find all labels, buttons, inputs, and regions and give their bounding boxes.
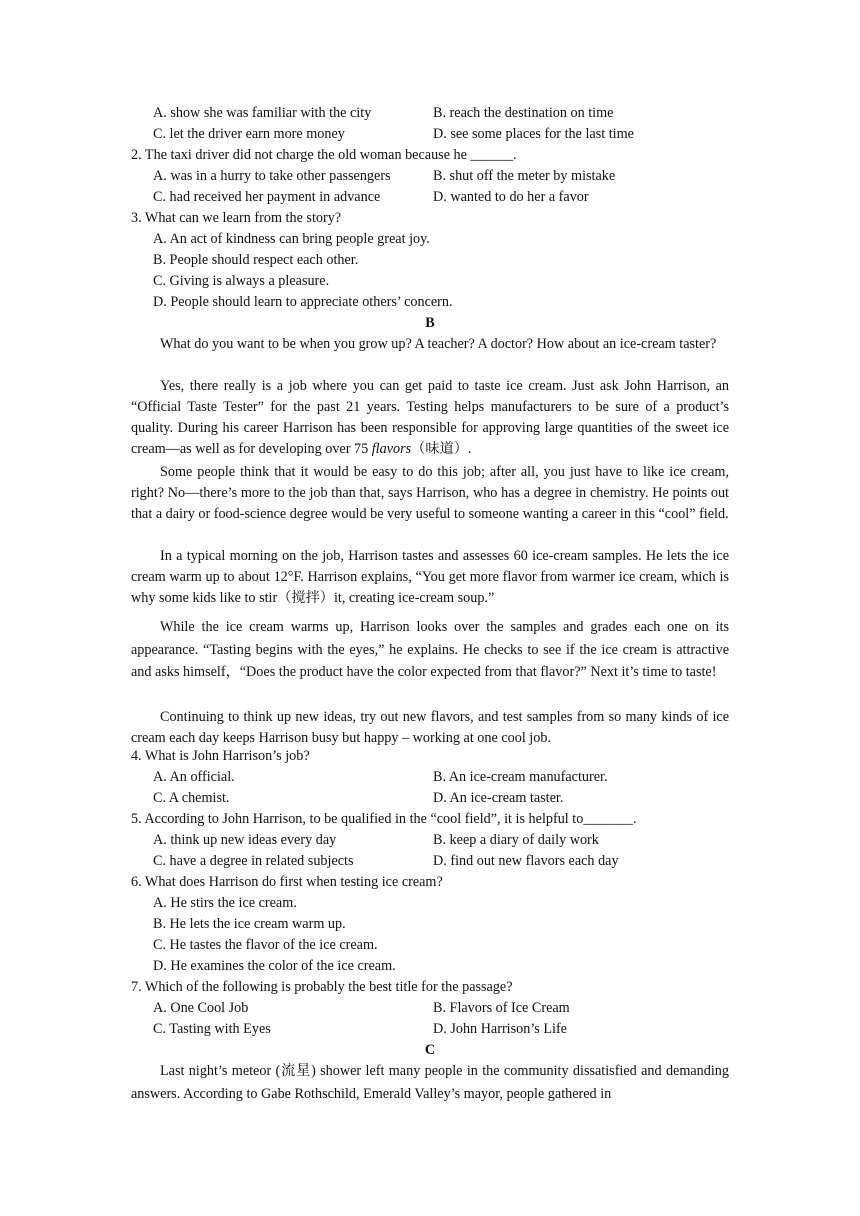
section-b-paragraph-6: Continuing to think up new ideas, try out new flavors, and test samples from so many kinds of ice cream each day keeps Harrison busy but happy – working at one cool job. [131,709,729,746]
q7-option-a: A. One Cool Job [153,1000,249,1016]
section-c-paragraph-1: Last night’s meteor (流星) shower left many people in the community dissatisfied and demanding answers. According to Gabe Rothschild, Emerald Valley’s mayor, people gathered in [131,1063,729,1102]
q3-stem: 3. What can we learn from the story? [131,210,342,226]
q4-option-c: C. A chemist. [153,790,230,806]
q6-stem: 6. What does Harrison do first when testing ice cream? [131,874,443,890]
q3-option-a: A. An act of kindness can bring people great joy. [153,231,430,247]
q4-option-d: D. An ice-cream taster. [433,790,564,806]
q3-option-c: C. Giving is always a pleasure. [153,273,330,289]
q4-option-b: B. An ice-cream manufacturer. [433,769,608,785]
q6-option-c: C. He tastes the flavor of the ice cream. [153,937,378,953]
q3-option-d: D. People should learn to appreciate others’ concern. [153,294,453,310]
p2-term: flavors [371,441,412,457]
section-b-heading: B [425,315,435,331]
q6-option-b: B. He lets the ice cream warm up. [153,916,346,932]
q1-option-a: A. show she was familiar with the city [153,105,372,121]
q7-stem: 7. Which of the following is probably the best title for the passage? [131,979,513,995]
section-b-paragraph-1: What do you want to be when you grow up? A teacher? A doctor? How about an ice-cream taster? [160,336,717,352]
section-b-paragraph-4: In a typical morning on the job, Harrison tastes and assesses 60 ice-cream samples. He lets the ice cream warm up to about 12°F. Harrison explains, “You get more flavor from warmer ice cream, which is why some kids like to stir（搅拌）it, creating ice-cream soup.” [131,548,729,606]
q1-option-d: D. see some places for the last time [433,126,634,142]
section-c-heading: C [424,1042,436,1058]
q1-option-c: C. let the driver earn more money [153,126,345,142]
section-b-paragraph-2 [131,376,729,460]
q5-option-b: B. keep a diary of daily work [433,832,599,848]
q5-option-d: D. find out new flavors each day [433,853,619,869]
q2-option-b: B. shut off the meter by mistake [433,168,616,184]
q2-option-a: A. was in a hurry to take other passengers [153,168,391,184]
q5-stem: 5. According to John Harrison, to be qualified in the “cool field”, it is helpful to_______. [131,811,637,827]
section-b-paragraph-5: While the ice cream warms up, Harrison looks over the samples and grades each one on its appearance. “Tasting begins with the eyes,” he explains. He checks to see if the ice cream is attractive and asks himself，“Does the product have the color expected from that flavor?” Next it’s time to taste! [131,619,729,680]
q4-option-a: A. An official. [153,769,235,785]
q6-option-a: A. He stirs the ice cream. [153,895,297,911]
q7-option-c: C. Tasting with Eyes [153,1021,271,1037]
q2-option-d: D. wanted to do her a favor [433,189,589,205]
q5-option-a: A. think up new ideas every day [153,832,337,848]
q5-option-c: C. have a degree in related subjects [153,853,354,869]
p2-text: Yes, there really is a job where you can get paid to taste ice cream. Just ask John Harrison, an “Official Taste Tester” for the past 21 years. Testing helps manufacturers to be sure of a product’s quality. During his career Harrison has been responsible for approving large quantities of the sweet ice cream—as well as for developing over 75 [131,378,729,457]
q2-stem: 2. The taxi driver did not charge the old woman because he ______. [131,147,517,163]
q2-option-c: C. had received her payment in advance [153,189,381,205]
q1-option-b: B. reach the destination on time [433,105,614,121]
q7-option-b: B. Flavors of Ice Cream [433,1000,570,1016]
section-b-paragraph-3: Some people think that it would be easy to do this job; after all, you just have to like ice cream, right? No—there’s more to the job than that, says Harrison, who has a degree in chemistry. He points out that a dairy or food-science degree would be very useful to someone wanting a career in this “cool” field. [131,464,729,522]
p2-gloss: （味道）. [411,441,472,457]
q4-stem: 4. What is John Harrison’s job? [131,748,310,764]
q3-option-b: B. People should respect each other. [153,252,359,268]
q6-option-d: D. He examines the color of the ice cream. [153,958,396,974]
q7-option-d: D. John Harrison’s Life [433,1021,567,1037]
